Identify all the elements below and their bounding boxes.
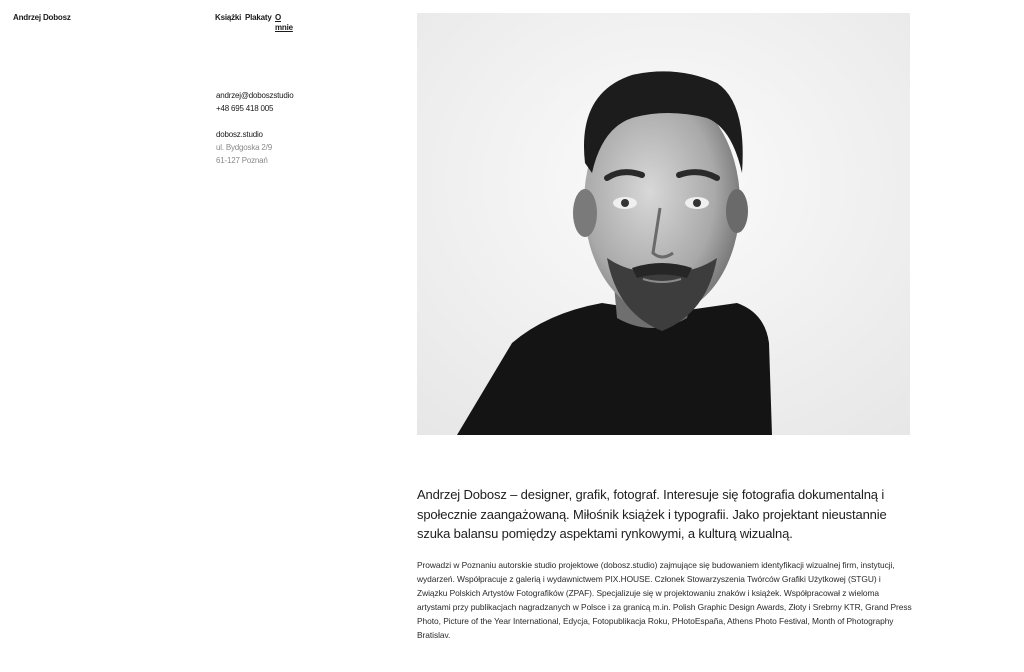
nav-link-o-mnie[interactable]: O mnie (275, 13, 293, 32)
contact-info (216, 89, 294, 167)
about-bio: Prowadzi w Poznaniu autorskie studio projektowe (dobosz.studio) zajmujące się budowaniem identyfikacji wizualnej firm, instytucji, wydarzeń. Współpracuje z galerią i wydawnictwem PIX.HOUSE. Członek Stowarzyszenia Twórców Grafiki Użytkowej (STGU) i Związku Polskich Artystów Fotografików (ZPAF). Specjalizuje się w projektowaniu znaków i książek. Współpracował z wieloma artystami przy publikacjach nagradzanych w Polsce i za granicą m.in. Polish Graphic Design Awards, Złoty i Srebrny KTR, Grand Press Photo, Picture of the Year International, Edycja, Fotopublikacja Roku, PHotoEspaña, Athens Photo Festival, Month of Photography Bratislav. (417, 560, 912, 641)
nav-link-plakaty[interactable]: Plakaty (245, 13, 272, 22)
main-nav (215, 13, 293, 33)
studio-city: 61-127 Poznań (216, 156, 268, 165)
nav-link-ksiazki[interactable]: Książki (215, 13, 242, 22)
contact-spacer (216, 115, 294, 128)
portrait-photo-icon (417, 13, 910, 435)
about-intro: Andrzej Dobosz – designer, grafik, fotograf. Interesuje się fotografia dokumentalną i społecznie zaangażowaną. Miłośnik książek i typografii. Jako projektant nieustannie szuka balansu pomiędzy aspektami rynkowymi, a kulturą wizualną. (417, 487, 887, 541)
email-link[interactable]: andrzej@doboszstudio (216, 91, 294, 100)
studio-name: dobosz.studio (216, 130, 263, 139)
phone-link[interactable]: +48 695 418 005 (216, 104, 274, 113)
portrait-photo (417, 13, 910, 435)
site-name-link[interactable]: Andrzej Dobosz (13, 13, 71, 22)
studio-street: ul. Bydgoska 2/9 (216, 143, 272, 152)
